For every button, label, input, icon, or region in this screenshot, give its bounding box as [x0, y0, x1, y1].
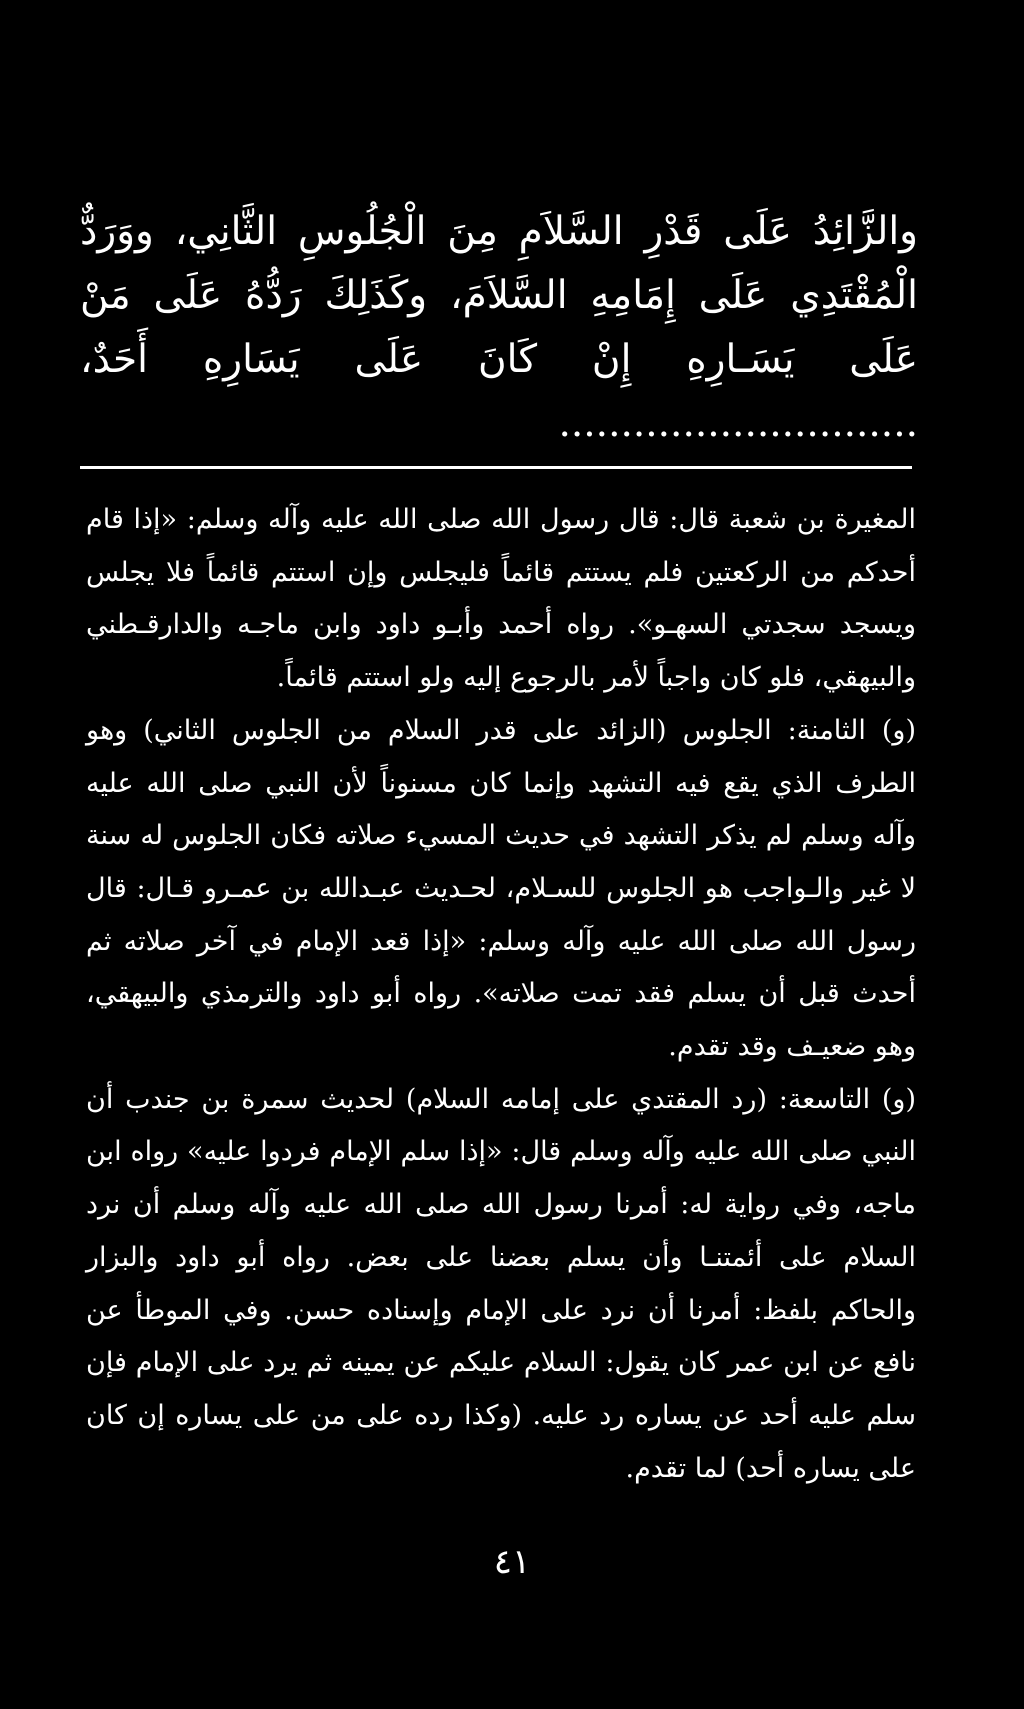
commentary-text-block	[86, 494, 916, 1495]
matn-verse: والزَّائِدُ عَلَى قَدْرِ السَّلاَمِ مِنَ الْجُلُوسِ الثَّانِي، ووَرَدٌّ الْمُقْتَدِي عَلَى إِمَامِهِ السَّلاَمَ، وكَذَلِكَ رَدُّهُ عَلَى مَنْ عَلَى يَسَـارِهِ إِنْ كَانَ عَلَى يَسَارِهِ أَحَدٌ،	[80, 209, 918, 382]
matn-continuation-dots: .............................	[558, 401, 918, 446]
commentary-paragraph-2: (و) الثامنة: الجلوس (الزائد على قدر السلام من الجلوس الثاني) وهو الطرف الذي يقع فيه التشهد وإنما كان مسنوناً لأن النبي صلى الله عليه وآله وسلم لم يذكر التشهد في حديث المسيء صلاته فكان الجلوس له سنة لا غير والـواجب هو الجلوس للسـلام، لحـديث عبـدالله بن عمـرو قـال: قال رسول الله صلى الله عليه وآله وسلم: «إذا قعد الإمام في آخر صلاته ثم أحدث قبل أن يسلم فقد تمت صلاته». رواه أبو داود والترمذي والبيهقي، وهو ضعيـف وقد تقدم.	[86, 714, 916, 1063]
page-number: ٤١	[493, 1542, 531, 1582]
commentary-paragraph-1: المغيرة بن شعبة قال: قال رسول الله صلى الله عليه وآله وسلم: «إذا قام أحدكم من الركعتين فلم يستتم قائماً فليجلس وإن استتم قائماً فلا يجلس ويسجد سجدتي السهـو». رواه أحمد وأبـو داود وابن ماجـه والدارقـطني والبيهقي، فلو كان واجباً لأمر بالرجوع إليه ولو استتم قائماً.	[86, 504, 916, 694]
commentary-paragraph-3: (و) التاسعة: (رد المقتدي على إمامه السلام) لحديث سمرة بن جندب أن النبي صلى الله عليه وآله وسلم قال: «إذا سلم الإمام فردوا عليه» رواه ابن ماجه، وفي رواية له: أمرنا رسول الله صلى الله عليه وآله وسلم أن نرد السلام على أئمتنـا وأن يسلم بعضنا على بعض. رواه أبو داود والبزار والحاكم بلفظ: أمرنا أن نرد على الإمام وإسناده حسن. وفي الموطأ عن نافع عن ابن عمر كان يقول: السلام عليكم عن يمينه ثم يرد على الإمام فإن سلم عليه أحد عن يساره رد عليه. (وكذا رده على من على يساره إن كان على يساره أحد) لما تقدم.	[86, 1083, 916, 1484]
separator-rule	[80, 466, 912, 469]
matn-paragraph	[80, 200, 918, 456]
matn-text-block	[80, 200, 918, 456]
